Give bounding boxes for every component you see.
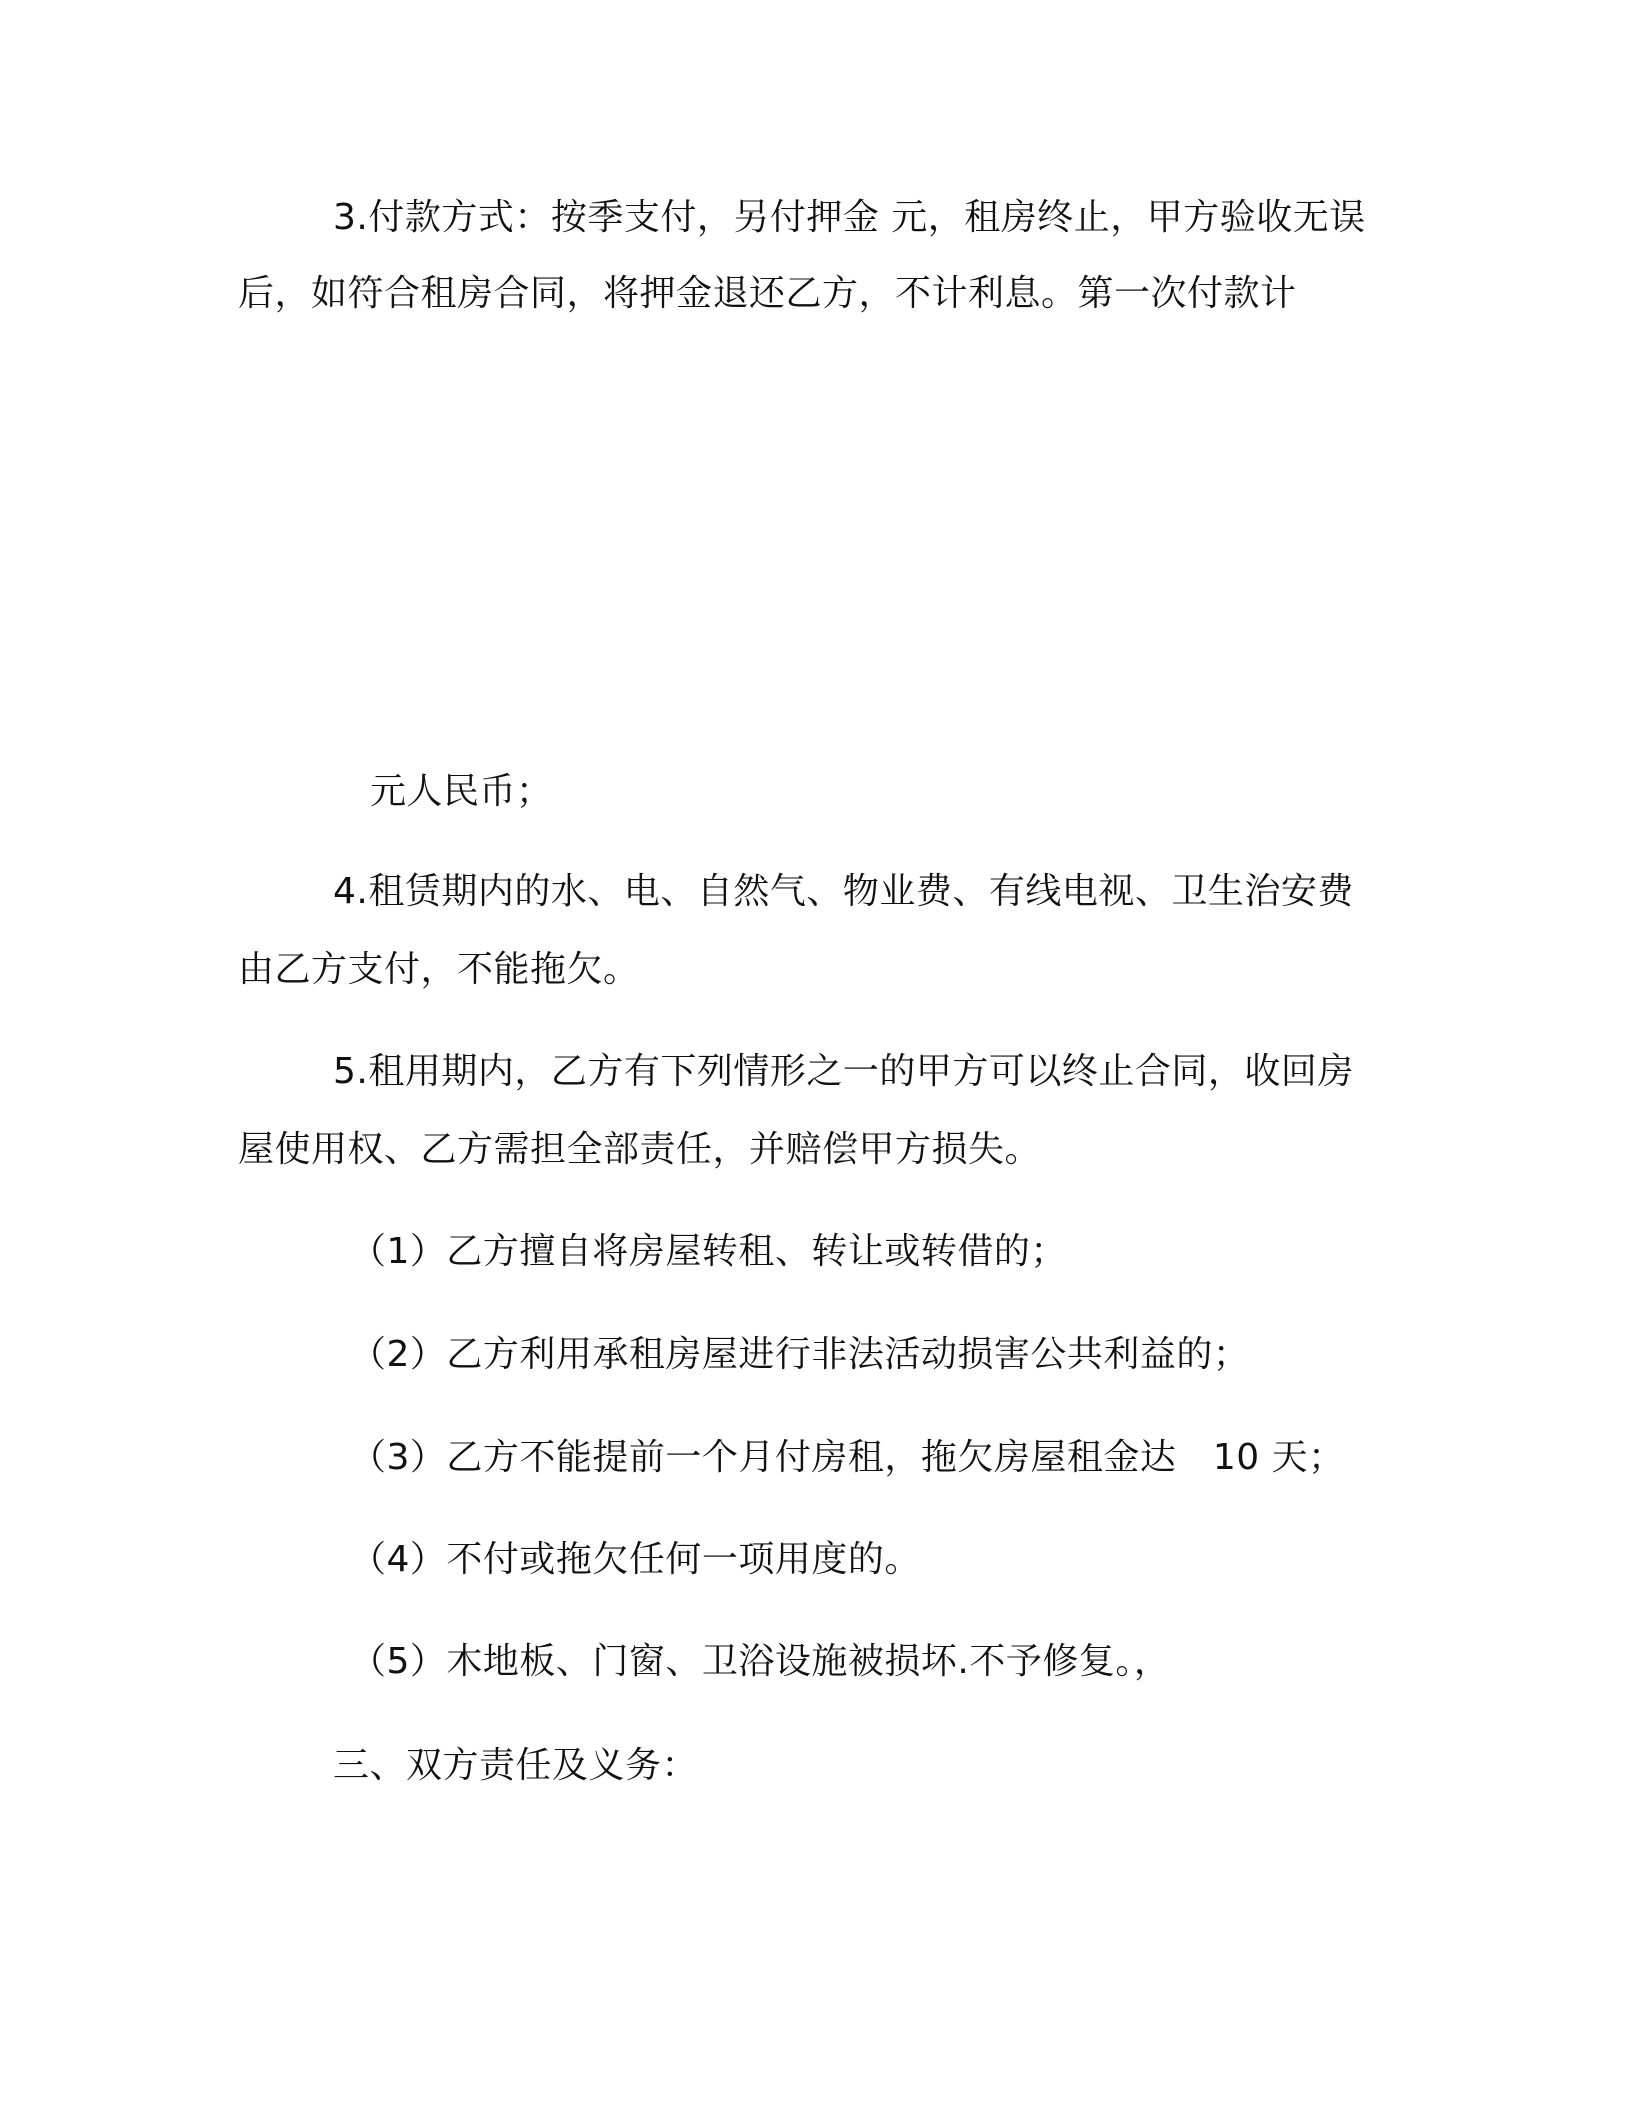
clause-3-payment-line-1: 3.付款方式：按季支付，另付押金 元，租房终止，甲方验收无误 xyxy=(333,197,1366,238)
clause-4-utilities-line-1: 4.租赁期内的水、电、自然气、物业费、有线电视、卫生治安费 xyxy=(333,871,1354,912)
termination-item-3: （3）乙方不能提前一个月付房租，拖欠房屋租金达 10 天； xyxy=(350,1437,1345,1478)
clause-4-utilities-line-2: 由乙方支付，不能拖欠。 xyxy=(238,949,640,990)
clause-5-termination-line-1: 5.租用期内，乙方有下列情形之一的甲方可以终止合同，收回房 xyxy=(333,1051,1354,1092)
termination-item-1: （1）乙方擅自将房屋转租、转让或转借的； xyxy=(350,1231,1067,1272)
clause-3-payment-line-2: 后，如符合租房合同，将押金退还乙方，不计利息。第一次付款计 xyxy=(238,273,1297,314)
section-3-heading: 三、双方责任及义务： xyxy=(333,1745,699,1786)
clause-3-payment-amount: 元人民币； xyxy=(370,771,553,812)
termination-item-4: （4）不付或拖欠任何一项用度的。 xyxy=(350,1539,921,1580)
termination-item-2: （2）乙方利用承租房屋进行非法活动损害公共利益的； xyxy=(350,1334,1250,1375)
clause-5-termination-line-2: 屋使用权、乙方需担全部责任，并赔偿甲方损失。 xyxy=(238,1129,1042,1170)
termination-item-5: （5）木地板、门窗、卫浴设施被损坏.不予修复。， xyxy=(350,1641,1171,1682)
